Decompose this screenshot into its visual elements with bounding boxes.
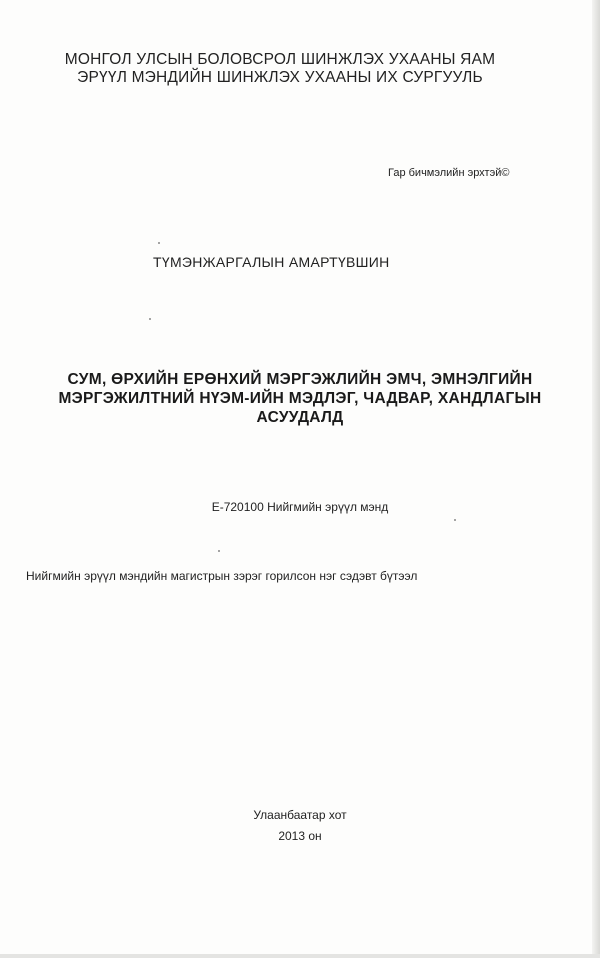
year: 2013 он: [278, 829, 322, 843]
copyright-note: Гар бичмэлийн эрхтэй©: [388, 167, 510, 179]
scan-speck: [218, 550, 220, 552]
university-name-line-2: ЭРҮҮЛ МЭНДИЙН ШИНЖЛЭХ УХААНЫ ИХ СУРГУУЛЬ: [77, 69, 483, 86]
scan-speck: [149, 318, 151, 320]
thesis-title-line-2: МЭРГЭЖИЛТНИЙ НҮЭМ-ИЙН МЭДЛЭГ, ЧАДВАР, ХАНДЛАГЫН: [58, 390, 542, 407]
scan-speck: [454, 519, 456, 521]
thesis-title-line-3: АСУУДАЛД: [256, 409, 344, 426]
degree-statement: Нийгмийн эрүүл мэндийн магистрын зэрэг горилсон нэг сэдэвт бүтээл: [26, 569, 418, 583]
thesis-title: [50, 370, 550, 427]
city: Улаанбаатар хот: [253, 808, 347, 822]
author-name: ТҮМЭНЖАРГАЛЫН АМАРТҮВШИН: [153, 254, 390, 270]
specialty-code: Е-720100 Нийгмийн эрүүл мэнд: [211, 500, 389, 514]
thesis-title-line-1: СУМ, ӨРХИЙН ЕРӨНХИЙ МЭРГЭЖЛИЙН ЭМЧ, ЭМНЭЛГИЙН: [67, 371, 533, 388]
page-bottom-edge: [0, 954, 600, 958]
scan-speck: [158, 242, 160, 244]
ministry-name-line-1: МОНГОЛ УЛСЫН БОЛОВСРОЛ ШИНЖЛЭХ УХААНЫ ЯАМ: [64, 51, 496, 68]
